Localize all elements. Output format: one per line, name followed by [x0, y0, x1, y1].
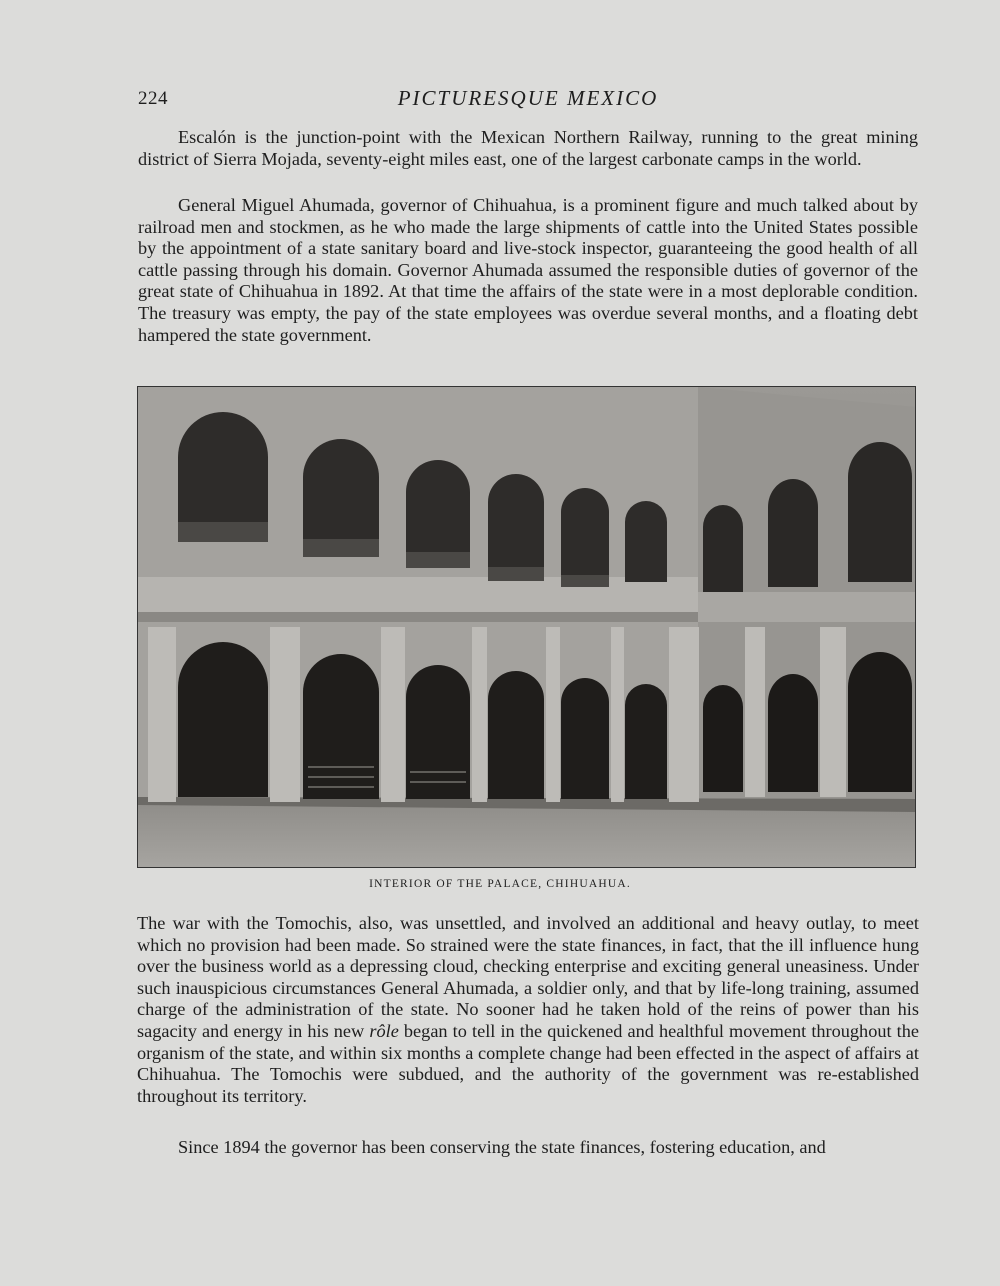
- running-title: PICTURESQUE MEXICO: [397, 86, 659, 110]
- paragraph-1: Escalón is the junction-point with the Mexican Northern Railway, running to the great mining district of Sierra Mojada, seventy-eight miles east, one of the largest carbonate camps in the world.: [138, 127, 918, 169]
- courtyard-illustration: [138, 387, 916, 868]
- palace-courtyard-photograph: [137, 386, 916, 868]
- paragraph-3-text-a: The war with the Tomochis, also, was unsettled, and involved an additional and heavy outlay, to meet which no provision had been made. So strained were the state finances, in fact, that the ill influence hung over the business world as a depressing cloud, checking enterprise and exciting general uneasiness. Under such inauspicious circumstances General Ahumada, a soldier only, and that by life-long training, assumed charge of the administration of the state. No sooner had he taken hold of the reins of power than his sagacity and energy in his new: [137, 913, 919, 1041]
- page-header: [138, 86, 918, 116]
- paragraph-3: [137, 913, 919, 1107]
- paragraph-3-text-b: began to tell in the quickened and healthful movement throughout the organism of the state, and within six months a complete change had been effected in the aspect of affairs at Chihuahua. The Tomochis were subdued, and the authority of the government was re-established throughout its territory.: [137, 1020, 919, 1106]
- paragraph-2: General Miguel Ahumada, governor of Chihuahua, is a prominent figure and much talked about by railroad men and stockmen, as he who made the large shipments of cattle into the United States possible by the appointment of a state sanitary board and live-stock inspector, guaranteeing the good health of all cattle passing through his domain. Governor Ahumada assumed the responsible duties of governor of the great state of Chihuahua in 1892. At that time the affairs of the state were in a most deplorable condition. The treasury was empty, the pay of the state employees was overdue several months, and a floating debt hampered the state government.: [138, 195, 918, 345]
- paragraph-4: Since 1894 the governor has been conserving the state finances, fostering education, and: [178, 1137, 826, 1157]
- page-number: 224: [138, 88, 168, 109]
- figure-caption: INTERIOR OF THE PALACE, CHIHUAHUA.: [369, 878, 631, 890]
- paragraph-3-italic-role: rôle: [369, 1020, 399, 1041]
